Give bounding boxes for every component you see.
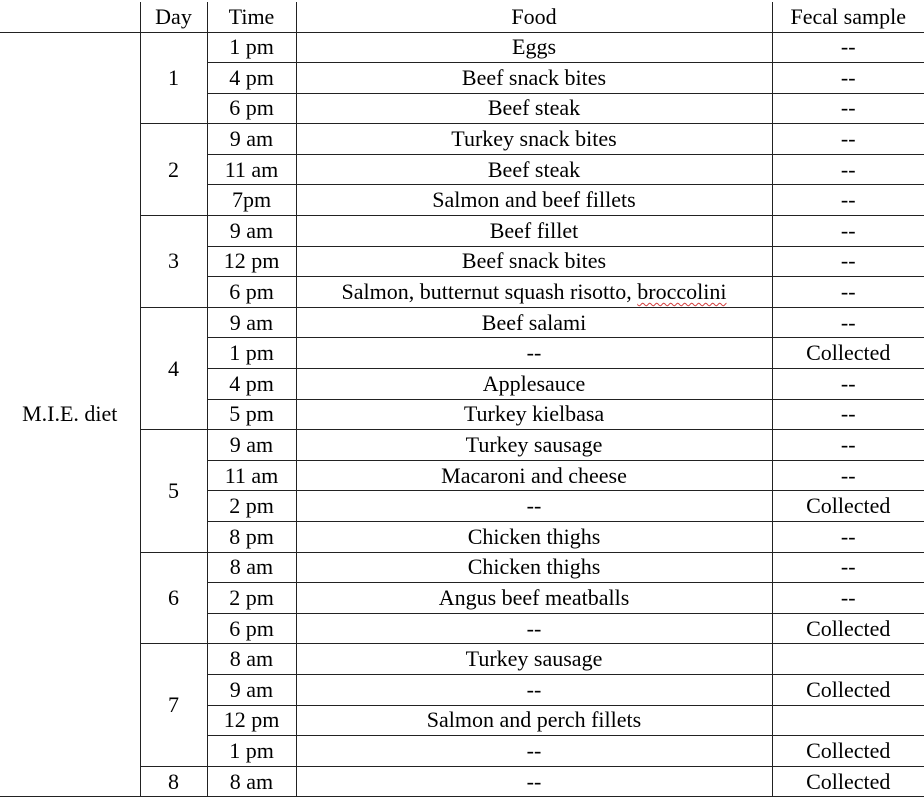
fecal-sample-cell: -- xyxy=(772,307,924,338)
time-column-header: Time xyxy=(207,2,296,32)
food-cell xyxy=(296,399,772,430)
fecal-sample-cell: -- xyxy=(772,277,924,308)
fecal-sample-cell xyxy=(772,705,924,736)
food-text: Chicken thighs xyxy=(467,523,601,549)
time-cell: 8 am xyxy=(207,644,296,675)
diet-schedule-table xyxy=(0,2,924,797)
food-cell xyxy=(296,460,772,491)
food-cell xyxy=(296,124,772,155)
food-text: -- xyxy=(526,340,542,366)
food-text: Beef snack bites xyxy=(461,248,607,274)
table-body xyxy=(0,32,924,797)
time-cell: 11 am xyxy=(207,154,296,185)
food-text: Turkey snack bites xyxy=(451,126,617,152)
food-text: Salmon, butternut squash risotto, xyxy=(341,279,638,305)
fecal-sample-cell: Collected xyxy=(772,491,924,522)
day-cell: 6 xyxy=(140,552,207,644)
food-text: -- xyxy=(526,493,542,519)
food-text: Beef steak xyxy=(487,95,581,121)
food-cell xyxy=(296,674,772,705)
food-text: Beef snack bites xyxy=(461,64,607,90)
food-cell xyxy=(296,277,772,308)
fecal-sample-cell: -- xyxy=(772,93,924,124)
food-text: Macaroni and cheese xyxy=(441,462,627,488)
fecal-sample-cell: -- xyxy=(772,522,924,553)
table-row xyxy=(0,32,924,63)
food-column-header: Food xyxy=(296,2,772,32)
time-cell: 6 pm xyxy=(207,613,296,644)
time-cell: 2 pm xyxy=(207,583,296,614)
food-cell xyxy=(296,705,772,736)
fecal-sample-cell: Collected xyxy=(772,766,924,797)
food-text: Beef steak xyxy=(487,156,581,182)
spellcheck-flagged-word: broccolini xyxy=(637,279,727,305)
time-cell: 8 am xyxy=(207,552,296,583)
food-text: Applesauce xyxy=(482,370,586,396)
food-cell xyxy=(296,552,772,583)
fecal-sample-cell: -- xyxy=(772,63,924,94)
day-cell: 2 xyxy=(140,124,207,216)
fecal-sample-cell: -- xyxy=(772,154,924,185)
fecal-sample-cell: -- xyxy=(772,369,924,400)
day-cell: 5 xyxy=(140,430,207,552)
time-cell: 9 am xyxy=(207,674,296,705)
table-header xyxy=(0,2,924,32)
day-cell: 3 xyxy=(140,216,207,308)
time-cell: 2 pm xyxy=(207,491,296,522)
food-text: Turkey sausage xyxy=(465,432,603,458)
day-cell: 1 xyxy=(140,32,207,124)
food-cell xyxy=(296,644,772,675)
fecal-sample-cell: -- xyxy=(772,185,924,216)
header-row xyxy=(0,2,924,32)
fecal-sample-cell xyxy=(772,644,924,675)
fecal-sample-cell: -- xyxy=(772,583,924,614)
food-text: Turkey sausage xyxy=(465,646,603,672)
food-text: -- xyxy=(526,676,542,702)
food-cell xyxy=(296,32,772,63)
fecal-sample-cell: Collected xyxy=(772,736,924,767)
time-cell: 11 am xyxy=(207,460,296,491)
time-cell: 6 pm xyxy=(207,93,296,124)
food-text: Beef salami xyxy=(481,309,587,335)
time-cell: 9 am xyxy=(207,307,296,338)
fecal-sample-cell: -- xyxy=(772,430,924,461)
time-cell: 1 pm xyxy=(207,32,296,63)
time-cell: 5 pm xyxy=(207,399,296,430)
time-cell: 9 am xyxy=(207,430,296,461)
food-cell xyxy=(296,583,772,614)
time-cell: 6 pm xyxy=(207,277,296,308)
food-text: -- xyxy=(526,737,542,763)
food-cell xyxy=(296,766,772,797)
diet-group-cell: M.I.E. diet xyxy=(0,32,140,797)
food-cell xyxy=(296,736,772,767)
food-text: Beef fillet xyxy=(489,217,579,243)
food-cell xyxy=(296,246,772,277)
fecal-sample-cell: -- xyxy=(772,399,924,430)
food-cell xyxy=(296,93,772,124)
fecal-sample-cell: -- xyxy=(772,32,924,63)
day-column-header: Day xyxy=(140,2,207,32)
food-text: -- xyxy=(526,615,542,641)
food-cell xyxy=(296,63,772,94)
food-cell xyxy=(296,491,772,522)
fecal-sample-cell: -- xyxy=(772,552,924,583)
time-cell: 4 pm xyxy=(207,63,296,94)
time-cell: 8 am xyxy=(207,766,296,797)
fecal-sample-column-header: Fecal sample xyxy=(772,2,924,32)
food-cell xyxy=(296,430,772,461)
time-cell: 9 am xyxy=(207,124,296,155)
fecal-sample-cell: Collected xyxy=(772,613,924,644)
day-cell: 8 xyxy=(140,766,207,797)
time-cell: 7pm xyxy=(207,185,296,216)
food-text: Salmon and perch fillets xyxy=(426,707,642,733)
food-text: Turkey kielbasa xyxy=(463,401,605,427)
food-text: Eggs xyxy=(512,34,556,60)
time-cell: 12 pm xyxy=(207,246,296,277)
food-cell xyxy=(296,185,772,216)
food-cell xyxy=(296,522,772,553)
food-cell xyxy=(296,307,772,338)
fecal-sample-cell: -- xyxy=(772,124,924,155)
group-header-cell xyxy=(0,2,140,32)
fecal-sample-cell: Collected xyxy=(772,338,924,369)
food-cell xyxy=(296,216,772,247)
food-cell xyxy=(296,369,772,400)
time-cell: 8 pm xyxy=(207,522,296,553)
day-cell: 7 xyxy=(140,644,207,766)
food-cell xyxy=(296,338,772,369)
food-text: Angus beef meatballs xyxy=(438,584,630,610)
fecal-sample-cell: -- xyxy=(772,246,924,277)
time-cell: 1 pm xyxy=(207,338,296,369)
food-cell xyxy=(296,613,772,644)
food-text: Chicken thighs xyxy=(467,554,601,580)
fecal-sample-cell: -- xyxy=(772,216,924,247)
time-cell: 1 pm xyxy=(207,736,296,767)
day-cell: 4 xyxy=(140,307,207,429)
food-text: -- xyxy=(526,768,542,794)
fecal-sample-cell: Collected xyxy=(772,674,924,705)
time-cell: 4 pm xyxy=(207,369,296,400)
time-cell: 12 pm xyxy=(207,705,296,736)
food-text: Salmon and beef fillets xyxy=(432,187,636,213)
fecal-sample-cell: -- xyxy=(772,460,924,491)
time-cell: 9 am xyxy=(207,216,296,247)
food-cell xyxy=(296,154,772,185)
